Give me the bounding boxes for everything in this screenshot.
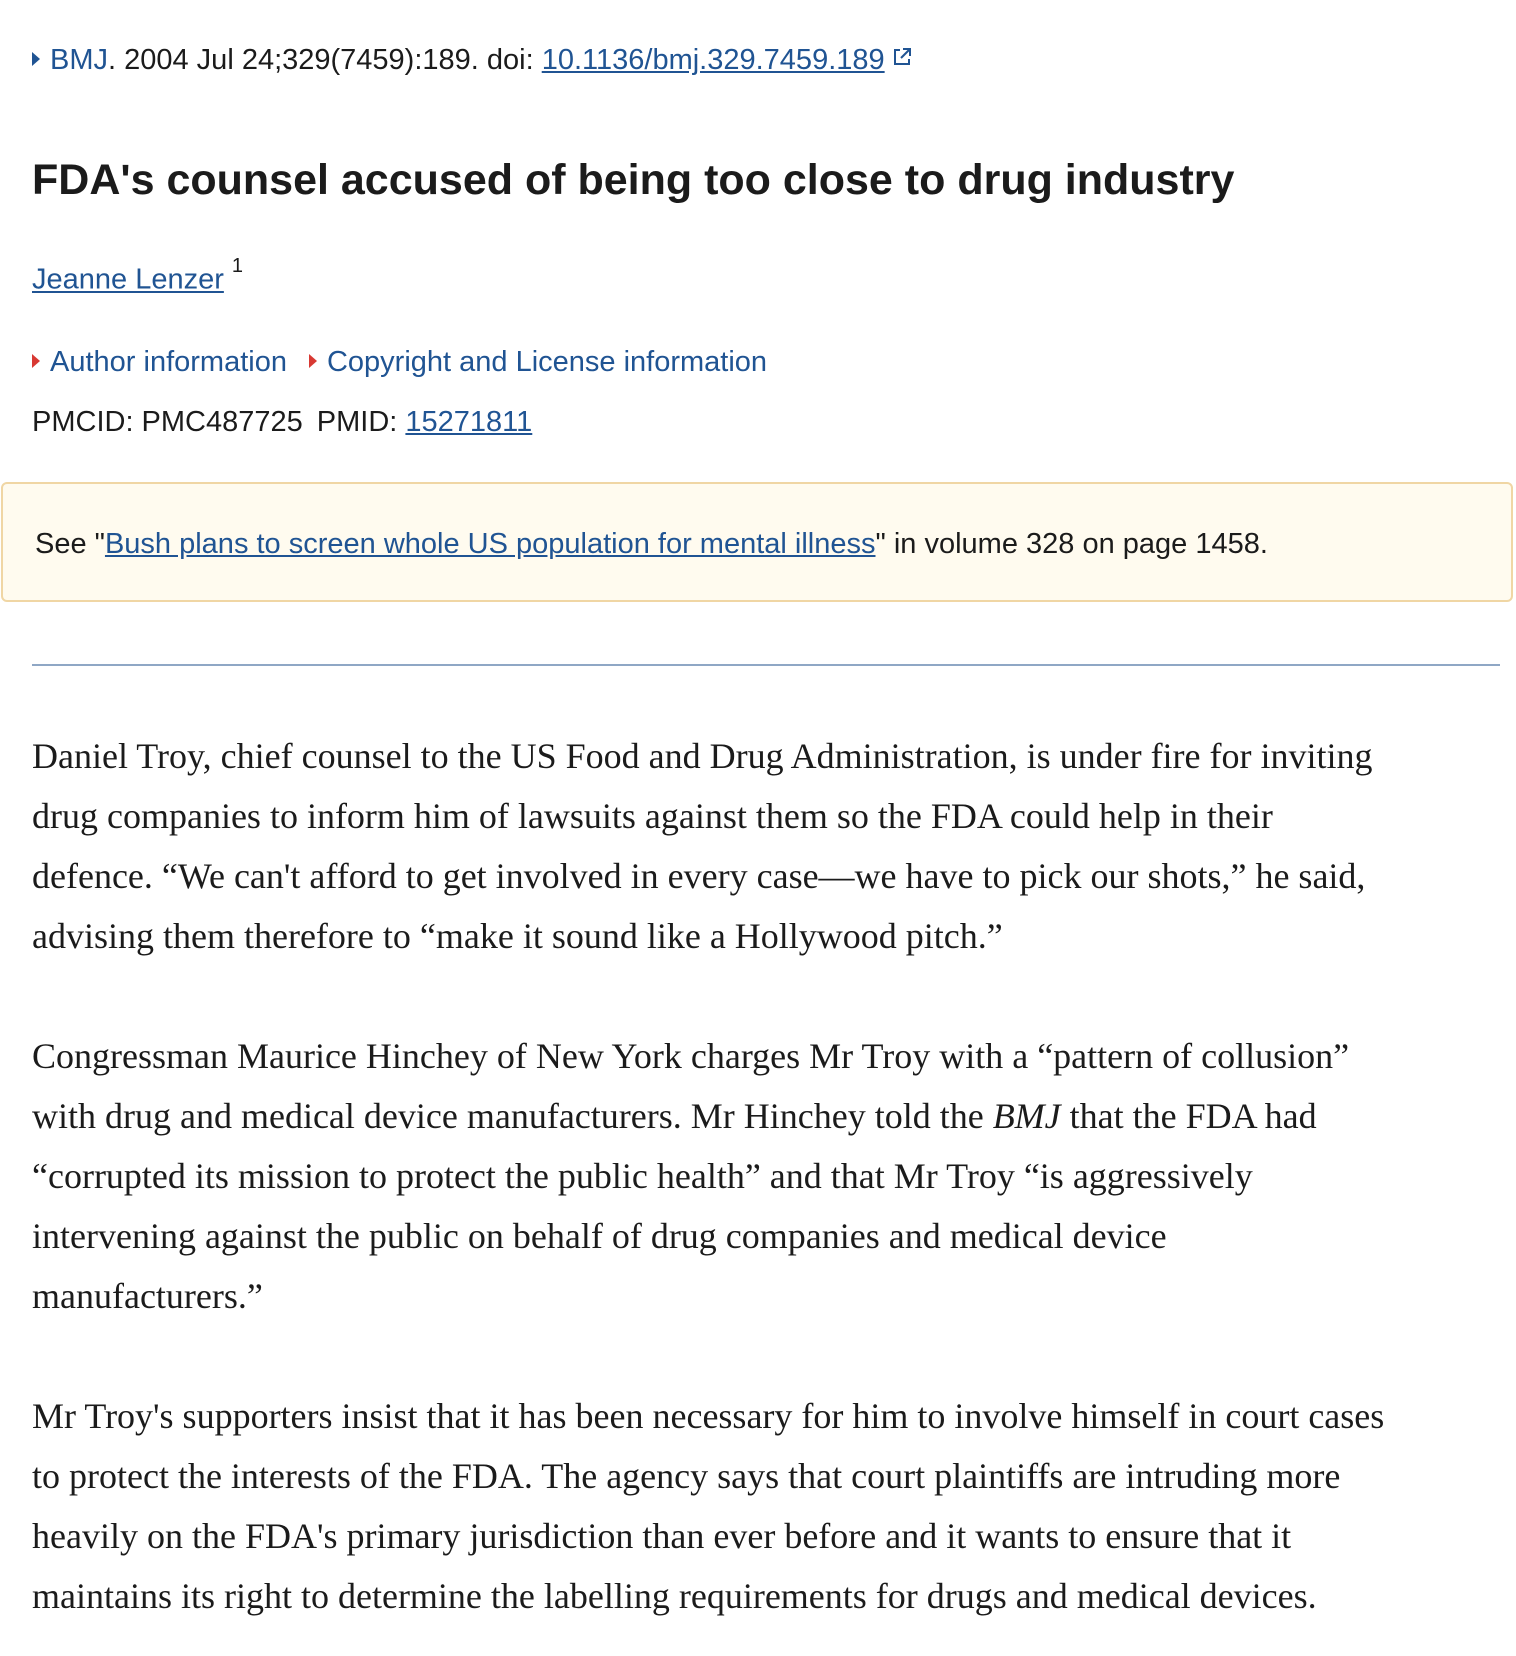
section-divider xyxy=(32,664,1500,666)
copyright-license-toggle[interactable] xyxy=(309,346,767,378)
paragraph-line: heavily on the FDA's primary jurisdiction than ever before and it wants to ensure that it xyxy=(32,1516,1292,1556)
pmid-link[interactable]: 15271811 xyxy=(405,406,533,438)
info-links xyxy=(32,342,789,382)
triangle-right-icon[interactable] xyxy=(32,52,40,66)
paragraph-line: manufacturers.” xyxy=(32,1276,263,1316)
doi-link[interactable]: 10.1136/bmj.329.7459.189 xyxy=(541,44,885,76)
paragraph-line: “corrupted its mission to protect the public health” and that Mr Troy “is aggressively xyxy=(32,1156,1253,1196)
related-article-link[interactable]: Bush plans to screen whole US population for mental illness xyxy=(104,528,876,560)
paragraph-line: maintains its right to determine the labelling requirements for drugs and medical devices. xyxy=(32,1576,1317,1616)
paragraph-text: with drug and medical device manufacturers. Mr Hinchey told the xyxy=(32,1096,993,1136)
paragraph-1 xyxy=(32,726,1504,966)
journal-name-italic: BMJ xyxy=(992,1096,1061,1136)
journal-link[interactable]: BMJ xyxy=(50,44,108,76)
paragraph-2 xyxy=(32,1026,1504,1326)
paragraph-line: Congressman Maurice Hinchey of New York charges Mr Troy with a “pattern of collusion” xyxy=(32,1036,1350,1076)
paragraph-line: defence. “We can't afford to get involved in every case—we have to pick our shots,” he said, xyxy=(32,856,1366,896)
author-information-toggle[interactable] xyxy=(32,346,287,378)
paragraph-line xyxy=(32,1086,1504,1146)
citation-details: . 2004 Jul 24;329(7459):189. doi: xyxy=(108,44,542,76)
paragraph-line: Daniel Troy, chief counsel to the US Food and Drug Administration, is under fire for inviting xyxy=(32,736,1373,776)
author-line xyxy=(32,252,243,300)
paragraph-text: that the FDA had xyxy=(1060,1096,1317,1136)
triangle-right-red-icon xyxy=(309,354,317,368)
notice-prefix: See " xyxy=(35,528,105,560)
paragraph-3 xyxy=(32,1386,1504,1626)
triangle-right-red-icon xyxy=(32,354,40,368)
author-affiliation-sup: 1 xyxy=(231,255,243,277)
article-title: FDA's counsel accused of being too close to drug industry xyxy=(32,156,1235,204)
external-link-icon[interactable] xyxy=(891,39,913,79)
copyright-license-label: Copyright and License information xyxy=(326,346,768,378)
paragraph-line: to protect the interests of the FDA. The agency says that court plaintiffs are intruding more xyxy=(32,1456,1341,1496)
citation-line xyxy=(32,40,913,81)
paragraph-line: drug companies to inform him of lawsuits against them so the FDA could help in their xyxy=(32,796,1273,836)
paragraph-line: advising them therefore to “make it sound like a Hollywood pitch.” xyxy=(32,916,1003,956)
article-ids xyxy=(32,402,532,442)
author-information-label: Author information xyxy=(50,346,287,378)
notice-text xyxy=(35,524,1268,564)
pmcid-text: PMCID: PMC487725 xyxy=(32,406,303,438)
related-article-notice xyxy=(1,482,1513,602)
pmid-label: PMID: xyxy=(316,406,406,438)
paragraph-line: intervening against the public on behalf of drug companies and medical device xyxy=(32,1216,1167,1256)
notice-suffix: " in volume 328 on page 1458. xyxy=(875,528,1268,560)
author-link[interactable]: Jeanne Lenzer xyxy=(32,263,224,296)
paragraph-line: Mr Troy's supporters insist that it has been necessary for him to involve himself in court cases xyxy=(32,1396,1385,1436)
